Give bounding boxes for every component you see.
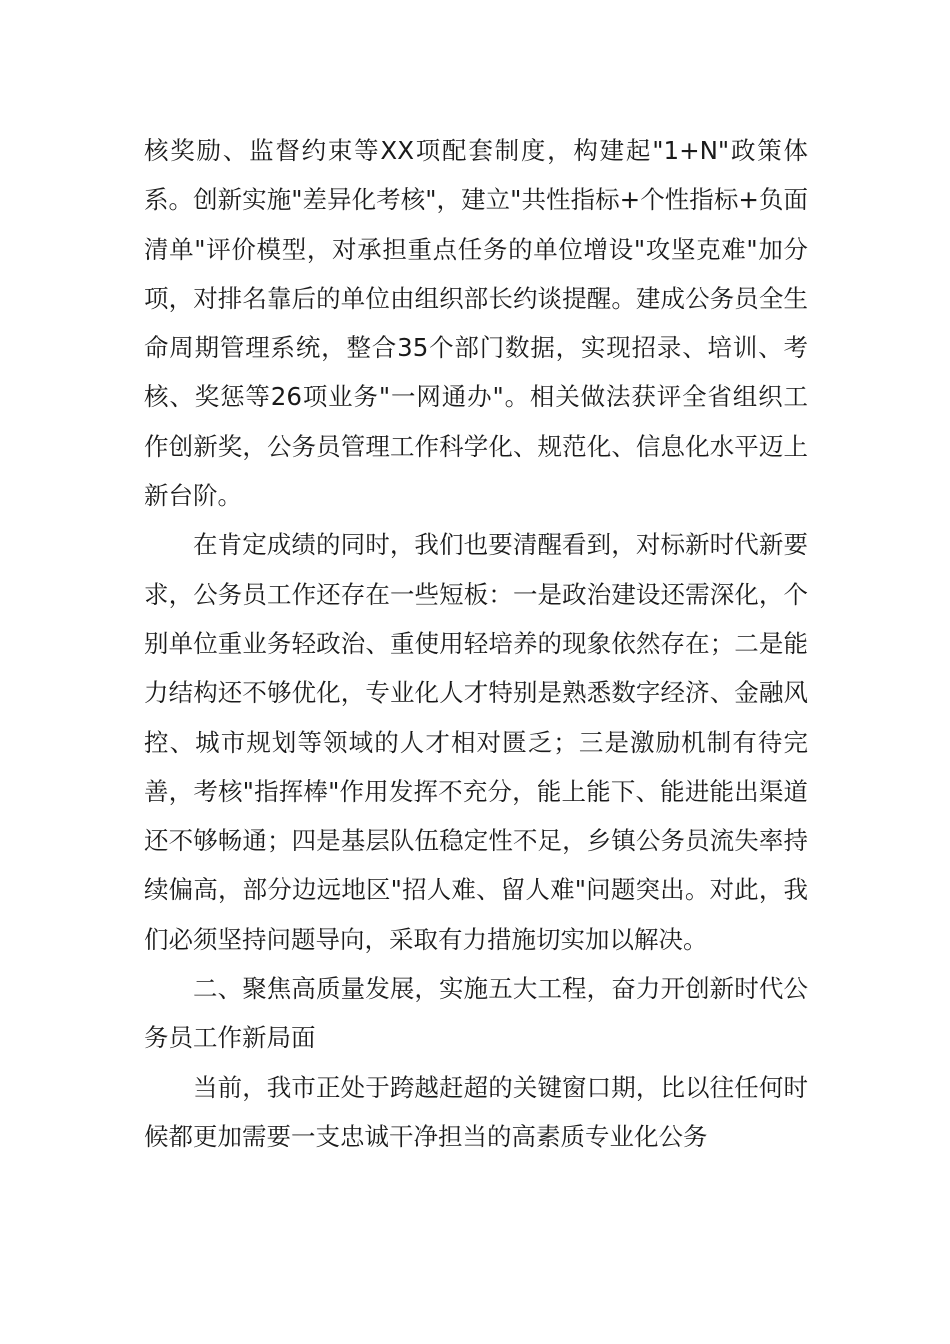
paragraph-1: 核奖励、监督约束等XX项配套制度，构建起"1+N"政策体系。创新实施"差异化考核"，建立"共性指标+个性指标+负面清单"评价模型，对承担重点任务的单位增设"攻坚克难"加分项，对排名靠后的单位由组织部长约谈提醒。建成公务员全生命周期管理系统，整合35个部门数据，实现招录、培训、考核、奖惩等26项业务"一网通办"。相关做法获评全省组织工作创新奖，公务员管理工作科学化、规范化、信息化水平迈上新台阶。	[144, 136, 808, 511]
paragraph-2: 在肯定成绩的同时，我们也要清醒看到，对标新时代新要求，公务员工作还存在一些短板：一是政治建设还需深化，个别单位重业务轻政治、重使用轻培养的现象依然存在；二是能力结构还不够优化，专业化人才特别是熟悉数字经济、金融风控、城市规划等领域的人才相对匮乏；三是激励机制有待完善，考核"指挥棒"作用发挥不充分，能上能下、能进能出渠道还不够畅通；四是基层队伍稳定性不足，乡镇公务员流失率持续偏高，部分边远地区"招人难、留人难"问题突出。对此，我们必须坚持问题导向，采取有力措施切实加以解决。	[144, 530, 808, 954]
paragraph-3: 当前，我市正处于跨越赶超的关键窗口期，比以往任何时候都更加需要一支忠诚干净担当的高素质专业化公务	[144, 1072, 808, 1151]
document-body	[144, 126, 808, 1161]
section-heading: 二、聚焦高质量发展，实施五大工程，奋力开创新时代公务员工作新局面	[144, 974, 808, 1053]
